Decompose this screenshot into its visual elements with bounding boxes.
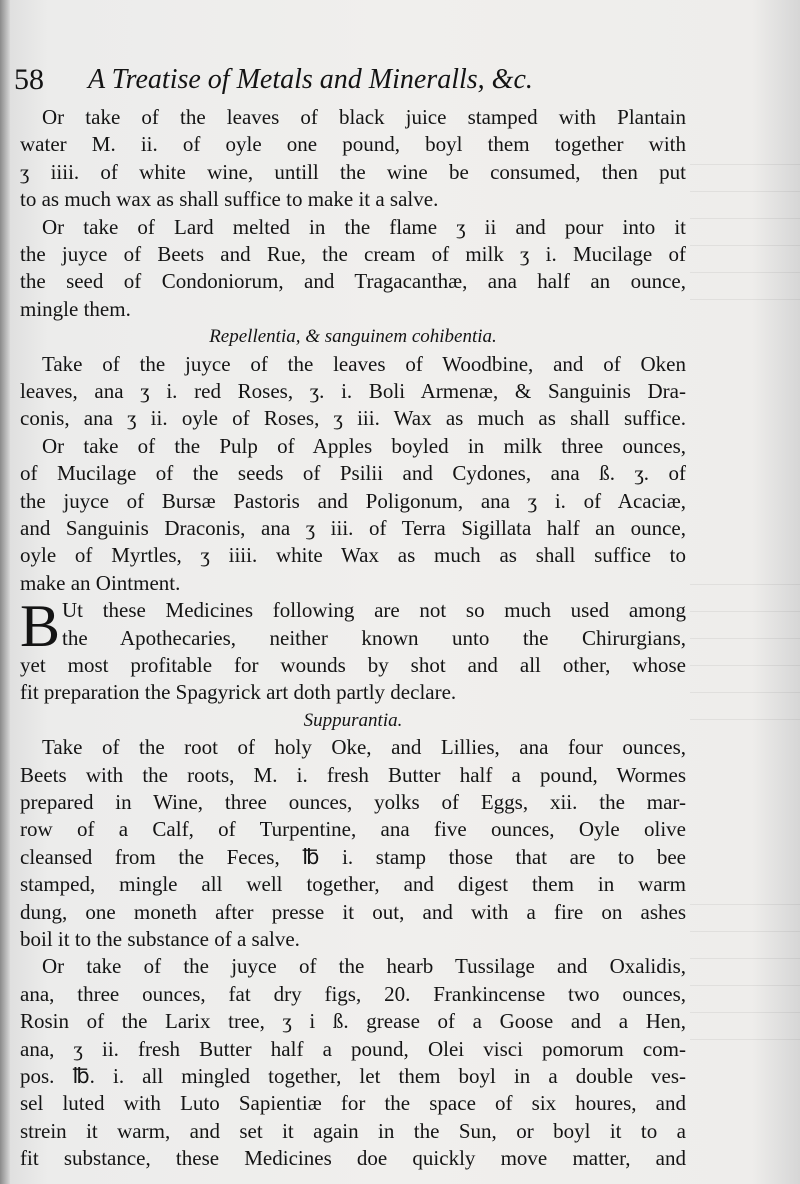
- show-through-area: [690, 560, 800, 720]
- text-line: the Apothecaries, neither known unto the Chirurgians,: [62, 625, 686, 650]
- text-line: ana, three ounces, fat dry figs, 20. Frankincense two ounces,: [20, 981, 686, 1006]
- page-header: [14, 60, 784, 100]
- text-line: cleansed from the Feces, ℔ i. stamp those that are to bee: [20, 844, 686, 869]
- text-line: make an Ointment.: [20, 570, 181, 595]
- text-line: oyle of Myrtles, ʒ iiii. white Wax as much as shall suffice to: [20, 543, 686, 568]
- text-line: conis, ana ʒ ii. oyle of Roses, ʒ iii. Wax as much as shall suffice.: [20, 406, 686, 431]
- text-line: Rosin of the Larix tree, ʒ i ß. grease of a Goose and a Hen,: [20, 1009, 686, 1034]
- text-line: Or take of the juyce of the hearb Tussilage and Oxalidis,: [42, 954, 686, 979]
- text-line: Beets with the roots, M. i. fresh Butter half a pound, Wormes: [20, 762, 686, 787]
- text-line: the juyce of Bursæ Pastoris and Poligonum, ana ʒ i. of Acaciæ,: [20, 488, 686, 513]
- text-line: strein it warm, and set it again in the Sun, or boyl it to a: [20, 1118, 686, 1143]
- running-title: A Treatise of Metals and Mineralls, &c.: [88, 64, 533, 95]
- text-line: mingle them.: [20, 296, 131, 321]
- show-through-area: [690, 880, 800, 1040]
- text-line: ana, ʒ ii. fresh Butter half a pound, Olei visci pomorum com-: [20, 1036, 686, 1061]
- text-line: Or take of the Pulp of Apples boyled in milk three ounces,: [42, 433, 686, 458]
- text-line: Take of the juyce of the leaves of Woodbine, and of Oken: [42, 351, 686, 376]
- text-line: water M. ii. of oyle one pound, boyl them together with: [20, 132, 686, 157]
- text-line: row of a Calf, of Turpentine, ana five ounces, Oyle olive: [20, 817, 686, 842]
- text-line: stamped, mingle all well together, and digest them in warm: [20, 872, 686, 897]
- section-heading: Repellentia, & sanguinem cohibentia.: [209, 326, 497, 348]
- text-line: Or take of the leaves of black juice stamped with Plantain: [42, 105, 686, 129]
- text-line: Ut these Medicines following are not so much used among: [62, 598, 686, 623]
- text-line: to as much wax as shall suffice to make it a salve.: [20, 187, 439, 212]
- text-line: of Mucilage of the seeds of Psilii and Cydones, ana ß. ʒ. of: [20, 461, 686, 486]
- text-line: the seed of Condoniorum, and Tragacanthæ, ana half an ounce,: [20, 269, 686, 294]
- text-line: pos. ℔. i. all mingled together, let them boyl in a double ves-: [20, 1064, 686, 1088]
- text-line: yet most profitable for wounds by shot and all other, whose: [20, 653, 686, 677]
- text-line: leaves, ana ʒ i. red Roses, ʒ. i. Boli Armenæ, & Sanguinis Dra-: [20, 379, 686, 403]
- page-number: 58: [14, 63, 44, 96]
- text-line: dung, one moneth after presse it out, and with a fire on ashes: [20, 899, 686, 924]
- section-heading: Suppurantia.: [303, 709, 403, 731]
- text-line: fit substance, these Medicines doe quickly move matter, and: [20, 1146, 686, 1171]
- text-line: Take of the root of holy Oke, and Lillies, ana four ounces,: [42, 735, 686, 760]
- text-line: the juyce of Beets and Rue, the cream of milk ʒ i. Mucilage of: [20, 242, 686, 266]
- text-line: boil it to the substance of a salve.: [20, 927, 300, 951]
- drop-cap: B: [20, 593, 61, 660]
- text-line: ʒ iiii. of white wine, untill the wine be consumed, then put: [20, 159, 686, 184]
- text-line: sel luted with Luto Sapientiæ for the space of six houres, and: [20, 1091, 686, 1116]
- text-line: prepared in Wine, three ounces, yolks of Eggs, xii. the mar-: [20, 790, 686, 814]
- text-line: and Sanguinis Draconis, ana ʒ iii. of Terra Sigillata half an ounce,: [20, 516, 686, 540]
- text-line: fit preparation the Spagyrick art doth partly declare.: [20, 680, 457, 705]
- show-through-area: [690, 140, 800, 300]
- text-line: Or take of Lard melted in the flame ʒ ii and pour into it: [42, 214, 686, 239]
